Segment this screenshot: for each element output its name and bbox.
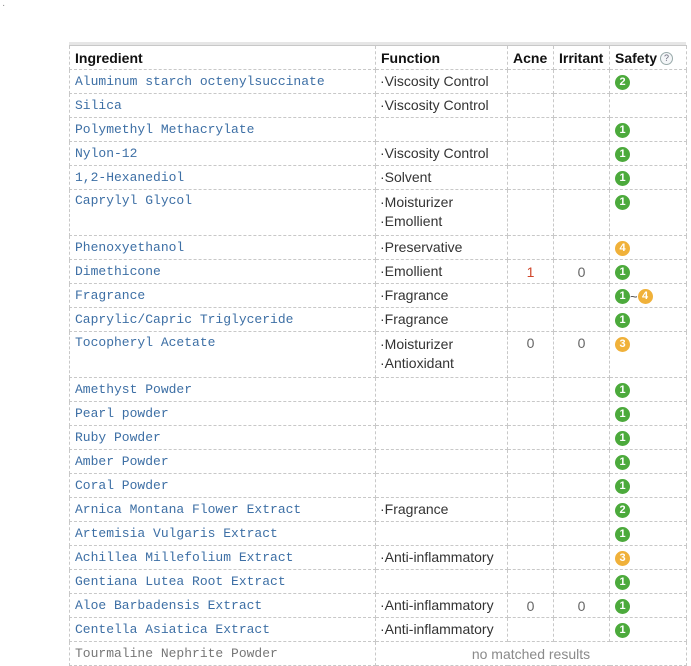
function-cell: [376, 594, 508, 618]
irritant-value: 0: [554, 594, 610, 618]
ingredient-link[interactable]: 1,2-Hexanediol: [70, 166, 376, 190]
table-row-unmatched: [70, 642, 687, 666]
safety-score-badge: 1: [615, 575, 630, 590]
safety-score-badge: 2: [615, 75, 630, 90]
acne-value: [508, 118, 554, 142]
function-cell: [376, 308, 508, 332]
safety-score-badge: 1: [615, 383, 630, 398]
safety-score-badge: 3: [615, 337, 630, 352]
range-tilde: ~: [630, 288, 638, 304]
irritant-value: [554, 190, 610, 236]
irritant-value: [554, 474, 610, 498]
ingredient-link[interactable]: Polymethyl Methacrylate: [70, 118, 376, 142]
acne-value: [508, 142, 554, 166]
function-cell: [376, 166, 508, 190]
ingredient-link[interactable]: Centella Asiatica Extract: [70, 618, 376, 642]
irritant-value: [554, 546, 610, 570]
acne-value: [508, 570, 554, 594]
function-cell: [376, 236, 508, 260]
ingredient-link[interactable]: Aluminum starch octenylsuccinate: [70, 70, 376, 94]
corner-dot: ·: [2, 0, 6, 11]
function-cell: [376, 546, 508, 570]
function-label: ·Viscosity Control: [380, 73, 489, 89]
safety-cell: [610, 308, 687, 332]
table-row: [70, 402, 687, 426]
acne-value: [508, 308, 554, 332]
irritant-value: 0: [554, 332, 610, 378]
safety-cell: [610, 166, 687, 190]
function-label: ·Anti-inflammatory: [380, 621, 494, 637]
irritant-value: [554, 70, 610, 94]
table-row: [70, 498, 687, 522]
irritant-value: [554, 284, 610, 308]
table-header-row: [70, 46, 687, 70]
safety-cell: [610, 570, 687, 594]
ingredient-name-unmatched: Tourmaline Nephrite Powder: [70, 642, 376, 666]
table-row: [70, 426, 687, 450]
safety-score-badge: 1: [615, 265, 630, 280]
safety-cell: [610, 546, 687, 570]
function-cell: [376, 402, 508, 426]
table-row: [70, 142, 687, 166]
table-row: [70, 236, 687, 260]
function-label: ·Anti-inflammatory: [380, 549, 494, 565]
table-row: [70, 570, 687, 594]
function-label: ·Moisturizer: [380, 336, 454, 352]
safety-cell: [610, 260, 687, 284]
irritant-value: [554, 426, 610, 450]
safety-cell: [610, 474, 687, 498]
irritant-value: [554, 236, 610, 260]
acne-value: [508, 166, 554, 190]
header-safety: [610, 46, 687, 70]
safety-cell: [610, 142, 687, 166]
table-row: [70, 118, 687, 142]
ingredient-link[interactable]: Coral Powder: [70, 474, 376, 498]
safety-score-badge: 1: [615, 147, 630, 162]
safety-cell: [610, 402, 687, 426]
acne-value: [508, 378, 554, 402]
ingredient-link[interactable]: Artemisia Vulgaris Extract: [70, 522, 376, 546]
acne-value: [508, 190, 554, 236]
irritant-value: [554, 450, 610, 474]
ingredient-link[interactable]: Caprylic/Capric Triglyceride: [70, 308, 376, 332]
acne-value: 0: [508, 594, 554, 618]
safety-score-badge: 1: [615, 289, 630, 304]
table-row: [70, 70, 687, 94]
irritant-value: [554, 498, 610, 522]
safety-score-badge: 1: [615, 123, 630, 138]
table-row: [70, 546, 687, 570]
safety-score-badge: 1: [615, 455, 630, 470]
safety-cell: [610, 190, 687, 236]
function-cell: [376, 70, 508, 94]
table-row: [70, 594, 687, 618]
safety-score-badge: 1: [615, 527, 630, 542]
function-cell: [376, 142, 508, 166]
ingredient-link[interactable]: Tocopheryl Acetate: [70, 332, 376, 378]
function-cell: [376, 378, 508, 402]
function-label: ·Fragrance: [380, 311, 449, 327]
table-row: [70, 260, 687, 284]
function-cell: [376, 450, 508, 474]
function-label: ·Preservative: [380, 239, 463, 255]
acne-value: 1: [508, 260, 554, 284]
ingredient-link[interactable]: Nylon-12: [70, 142, 376, 166]
table-row: [70, 166, 687, 190]
safety-score-badge: 1: [615, 431, 630, 446]
function-cell: [376, 94, 508, 118]
function-label: ·Moisturizer: [380, 194, 454, 210]
safety-cell: [610, 618, 687, 642]
ingredient-link[interactable]: Dimethicone: [70, 260, 376, 284]
ingredient-link[interactable]: Achillea Millefolium Extract: [70, 546, 376, 570]
table-row: [70, 308, 687, 332]
acne-value: [508, 402, 554, 426]
ingredient-link[interactable]: Pearl powder: [70, 402, 376, 426]
acne-value: [508, 546, 554, 570]
safety-score-badge: 1: [615, 599, 630, 614]
safety-score-badge: 1: [615, 407, 630, 422]
function-label: ·Emollient: [380, 263, 443, 279]
ingredient-link[interactable]: Phenoxyethanol: [70, 236, 376, 260]
safety-cell: [610, 450, 687, 474]
header-acne: Acne: [508, 46, 554, 70]
ingredient-link[interactable]: Caprylyl Glycol: [70, 190, 376, 236]
function-label: ·Viscosity Control: [380, 145, 489, 161]
ingredient-link[interactable]: Aloe Barbadensis Extract: [70, 594, 376, 618]
irritant-value: [554, 402, 610, 426]
irritant-value: [554, 618, 610, 642]
irritant-value: [554, 522, 610, 546]
safety-cell: [610, 94, 687, 118]
ingredient-link[interactable]: Gentiana Lutea Root Extract: [70, 570, 376, 594]
safety-cell: [610, 236, 687, 260]
safety-score-badge: 2: [615, 503, 630, 518]
ingredient-link[interactable]: Fragrance: [70, 284, 376, 308]
safety-score-badge: 1: [615, 171, 630, 186]
header-irritant: Irritant: [554, 46, 610, 70]
irritant-value: 0: [554, 260, 610, 284]
function-label: ·Antioxidant: [380, 355, 454, 371]
safety-cell: [610, 378, 687, 402]
acne-value: 0: [508, 332, 554, 378]
function-label: ·Emollient: [380, 213, 443, 229]
acne-value: [508, 236, 554, 260]
ingredient-table-container: [69, 42, 686, 666]
irritant-value: [554, 94, 610, 118]
acne-value: [508, 522, 554, 546]
function-label: ·Anti-inflammatory: [380, 597, 494, 613]
safety-cell: [610, 498, 687, 522]
acne-value: [508, 498, 554, 522]
table-row: [70, 378, 687, 402]
function-label: ·Fragrance: [380, 287, 449, 303]
ingredient-link[interactable]: Ruby Powder: [70, 426, 376, 450]
function-cell: [376, 618, 508, 642]
question-circle-icon[interactable]: ?: [660, 52, 673, 65]
ingredient-link[interactable]: Amber Powder: [70, 450, 376, 474]
irritant-value: [554, 570, 610, 594]
function-cell: [376, 118, 508, 142]
function-cell: [376, 284, 508, 308]
function-cell: [376, 522, 508, 546]
safety-cell: [610, 118, 687, 142]
irritant-value: [554, 378, 610, 402]
irritant-value: [554, 118, 610, 142]
header-ingredient: Ingredient: [70, 46, 376, 70]
table-row: [70, 618, 687, 642]
safety-cell: [610, 70, 687, 94]
acne-value: [508, 450, 554, 474]
safety-cell: [610, 594, 687, 618]
ingredient-link[interactable]: Silica: [70, 94, 376, 118]
irritant-value: [554, 142, 610, 166]
acne-value: [508, 70, 554, 94]
acne-value: [508, 94, 554, 118]
safety-score-badge: 4: [638, 289, 653, 304]
function-cell: [376, 570, 508, 594]
table-row: [70, 522, 687, 546]
function-cell: [376, 474, 508, 498]
function-cell: [376, 332, 508, 378]
safety-score-badge: 4: [615, 241, 630, 256]
header-function: Function: [376, 46, 508, 70]
safety-cell: [610, 332, 687, 378]
ingredient-link[interactable]: Amethyst Powder: [70, 378, 376, 402]
function-cell: [376, 426, 508, 450]
safety-cell: [610, 426, 687, 450]
table-row: [70, 284, 687, 308]
function-cell: [376, 498, 508, 522]
safety-cell: [610, 284, 687, 308]
irritant-value: [554, 308, 610, 332]
safety-score-badge: 3: [615, 551, 630, 566]
safety-score-badge: 1: [615, 479, 630, 494]
table-row: [70, 94, 687, 118]
table-row: [70, 474, 687, 498]
table-row: [70, 450, 687, 474]
table-row: [70, 332, 687, 378]
function-label: ·Viscosity Control: [380, 97, 489, 113]
table-row: [70, 190, 687, 236]
ingredient-table: [69, 45, 687, 666]
acne-value: [508, 618, 554, 642]
irritant-value: [554, 166, 610, 190]
header-safety-label: Safety: [615, 49, 658, 66]
safety-score-badge: 1: [615, 195, 630, 210]
acne-value: [508, 474, 554, 498]
function-label: ·Solvent: [380, 169, 432, 185]
ingredient-link[interactable]: Arnica Montana Flower Extract: [70, 498, 376, 522]
acne-value: [508, 426, 554, 450]
no-match-message: no matched results: [376, 642, 687, 666]
function-cell: [376, 190, 508, 236]
acne-value: [508, 284, 554, 308]
safety-score-badge: 1: [615, 313, 630, 328]
function-label: ·Fragrance: [380, 501, 449, 517]
function-cell: [376, 260, 508, 284]
safety-cell: [610, 522, 687, 546]
safety-score-badge: 1: [615, 623, 630, 638]
